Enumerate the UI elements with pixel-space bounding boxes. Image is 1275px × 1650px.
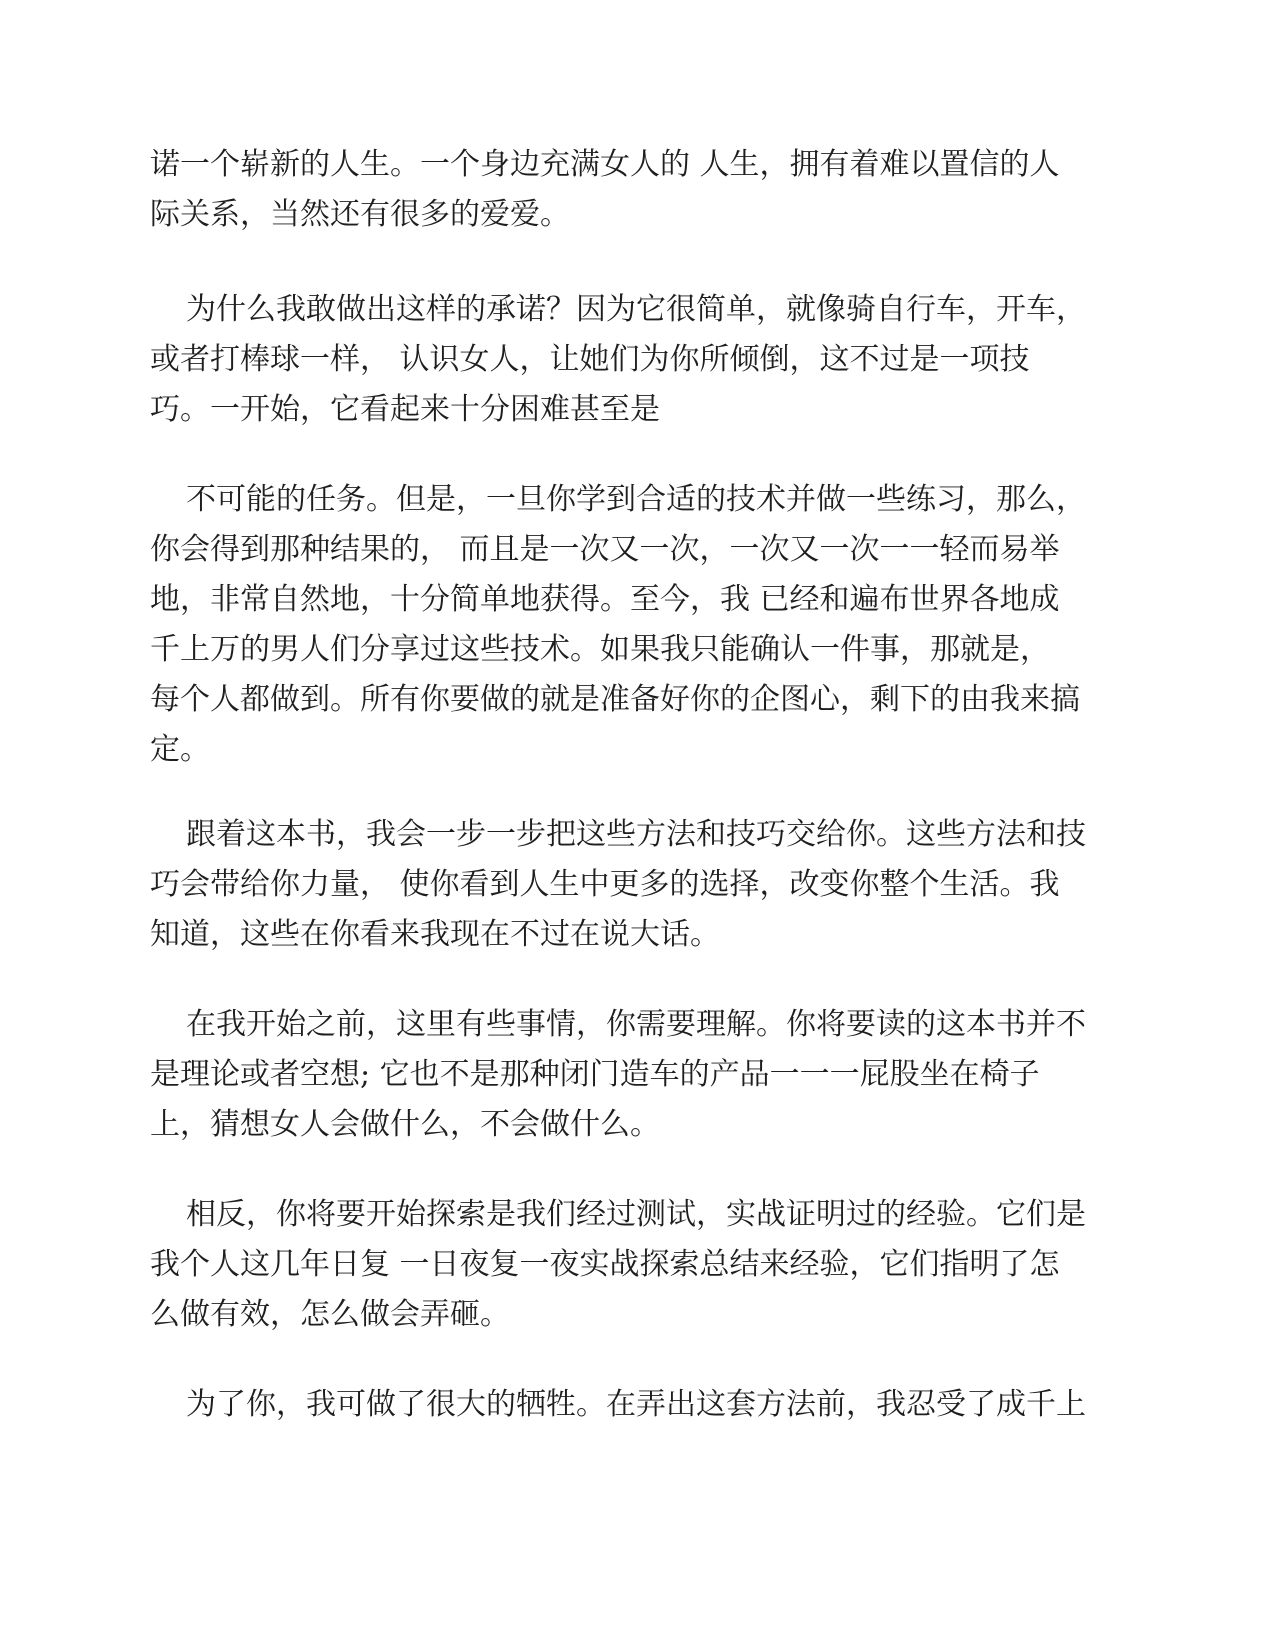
paragraph-3 xyxy=(150,475,1140,775)
text-line: 地，非常自然地，十分简单地获得。至今，我 已经和遍布世界各地成 xyxy=(150,582,1060,617)
text-line: 千上万的男人们分享过这些技术。如果我只能确认一件事，那就是， xyxy=(150,632,1050,667)
text-line: 定。 xyxy=(150,732,210,767)
text-line: 不可能的任务。但是，一旦你学到合适的技术并做一些练习，那么， xyxy=(186,482,1086,517)
text-line: 上，猜想女人会做什么，不会做什么。 xyxy=(150,1107,660,1142)
paragraph-6 xyxy=(150,1190,1140,1340)
text-line: 我个人这几年日复 一日夜复一夜实战探索总结来经验，它们指明了怎 xyxy=(150,1247,1060,1282)
text-line: 在我开始之前，这里有些事情，你需要理解。你将要读的这本书并不 xyxy=(186,1007,1086,1042)
text-line: 巧。一开始，它看起来十分困难甚至是 xyxy=(150,392,660,427)
text-line: 巧会带给你力量， 使你看到人生中更多的选择，改变你整个生活。我 xyxy=(150,867,1060,902)
paragraph-2 xyxy=(150,285,1140,435)
text-line: 诺一个崭新的人生。一个身边充满女人的 人生，拥有着难以置信的人 xyxy=(150,147,1060,182)
text-line: 相反，你将要开始探索是我们经过测试，实战证明过的经验。它们是 xyxy=(186,1197,1086,1232)
text-line: 际关系，当然还有很多的爱爱。 xyxy=(150,197,570,232)
paragraph-5 xyxy=(150,1000,1140,1150)
text-line: 每个人都做到。所有你要做的就是准备好你的企图心，剩下的由我来搞 xyxy=(150,682,1080,717)
text-line: 或者打棒球一样， 认识女人，让她们为你所倾倒，这不过是一项技 xyxy=(150,342,1030,377)
text-line: 是理论或者空想; 它也不是那种闭门造车的产品一一一屁股坐在椅子 xyxy=(150,1057,1040,1092)
text-line: 你会得到那种结果的， 而且是一次又一次，一次又一次一一轻而易举 xyxy=(150,532,1060,567)
paragraph-7 xyxy=(150,1380,1140,1430)
text-line: 为什么我敢做出这样的承诺？因为它很简单，就像骑自行车，开车， xyxy=(186,292,1086,327)
paragraph-1 xyxy=(150,140,1140,240)
text-line: 么做有效，怎么做会弄砸。 xyxy=(150,1297,510,1332)
text-line: 跟着这本书，我会一步一步把这些方法和技巧交给你。这些方法和技 xyxy=(186,817,1086,852)
text-line: 知道，这些在你看来我现在不过在说大话。 xyxy=(150,917,720,952)
text-line: 为了你，我可做了很大的牺牲。在弄出这套方法前，我忍受了成千上 xyxy=(186,1387,1086,1422)
paragraph-4 xyxy=(150,810,1140,960)
